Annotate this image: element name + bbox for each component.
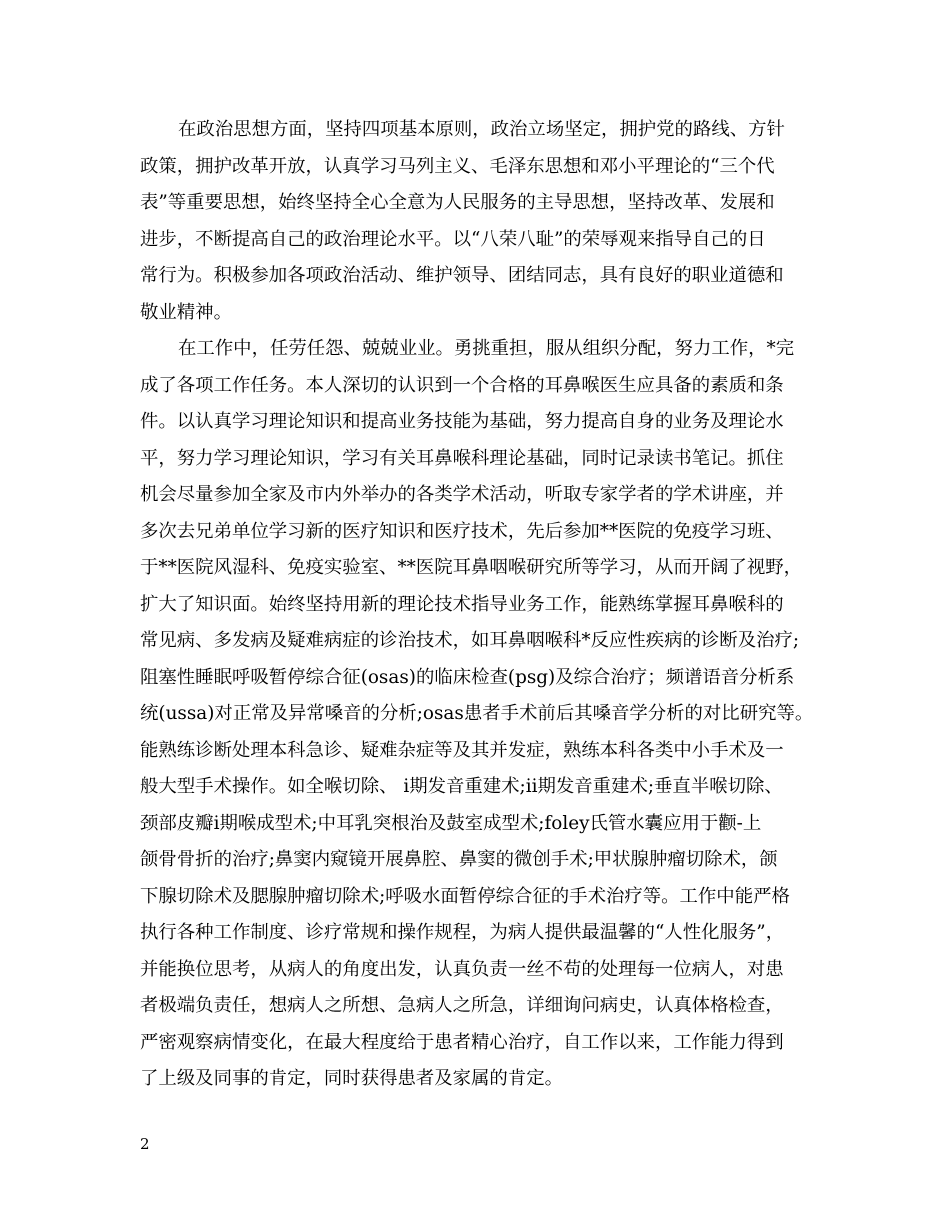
paragraph-line: 常见病、多发病及疑难病症的诊治技术，如耳鼻咽喉科*反应性疾病的诊断及治疗; [140, 630, 800, 651]
paragraph-line: 平，努力学习理论知识，学习有关耳鼻喉科理论基础，同时记录读书笔记。抓住 [140, 447, 784, 469]
paragraph-line: 成了各项工作任务。本人深切的认识到一个合格的耳鼻喉医生应具备的素质和条 [140, 374, 784, 396]
paragraph-line: 多次去兄弟单位学习新的医疗知识和医疗技术，先后参加**医院的免疫学习班、 [140, 520, 784, 542]
paragraph-line: 者极端负责任，想病人之所想、急病人之所急，详细询问病史，认真体格检查， [140, 995, 784, 1016]
paragraph-line: 常行为。积极参加各项政治活动、维护领导、团结同志，具有良好的职业道德和 [140, 265, 784, 286]
page-number: 2 [140, 1135, 150, 1153]
paragraph-line: 于**医院风湿科、免疫实验室、**医院耳鼻咽喉研究所等学习，从而开阔了视野， [140, 557, 803, 578]
paragraph-political-thought [140, 112, 825, 331]
paragraph-line: 敬业精神。 [140, 301, 232, 323]
paragraph-line: 机会尽量参加全家及市内外举办的各类学术活动，听取专家学者的学术讲座，并 [140, 484, 784, 505]
paragraph-work-performance [140, 331, 825, 1098]
paragraph-line: 颈部皮瓣i期喉成型术;中耳乳突根治及鼓室成型术;foley氏管水囊应用于颧-上 [140, 812, 762, 834]
paragraph-line: 般大型手术操作。如全喉切除、 i期发音重建术;ii期发音重建术;垂直半喉切除、 [140, 776, 783, 797]
paragraph-line: 下腺切除术及腮腺肿瘤切除术;呼吸水面暂停综合征的手术治疗等。工作中能严格 [140, 885, 790, 907]
paragraph-line: 件。以认真学习理论知识和提高业务技能为基础，努力提高自身的业务及理论水 [140, 411, 784, 432]
document-body [140, 112, 825, 1098]
paragraph-line: 并能换位思考，从病人的角度出发，认真负责一丝不苟的处理每一位病人，对患 [140, 958, 784, 980]
paragraph-line: 扩大了知识面。始终坚持用新的理论技术指导业务工作，能熟练掌握耳鼻喉科的 [140, 593, 784, 615]
paragraph-line: 表”等重要思想，始终坚持全心全意为人民服务的主导思想，坚持改革、发展和 [140, 192, 775, 213]
paragraph-line: 严密观察病情变化，在最大程度给于患者精心治疗，自工作以来，工作能力得到 [140, 1031, 784, 1053]
paragraph-line: 颌骨骨折的治疗;鼻窦内窥镜开展鼻腔、鼻窦的微创手术;甲状腺肿瘤切除术，颌 [140, 849, 778, 870]
paragraph-line: 执行各种工作制度、诊疗常规和操作规程，为病人提供最温馨的“人性化服务”， [140, 922, 785, 943]
paragraph-line: 了上级及同事的肯定，同时获得患者及家属的肯定。 [140, 1068, 563, 1089]
paragraph-line: 阻塞性睡眠呼吸暂停综合征(osas)的临床检查(psg)及综合治疗；频谱语音分析系 [140, 666, 795, 688]
paragraph-line: 政策，拥护改革开放，认真学习马列主义、毛泽东思想和邓小平理论的“三个代 [140, 155, 775, 177]
paragraph-line: 能熟练诊断处理本科急诊、疑难杂症等及其并发症，熟练本科各类中小手术及一 [140, 739, 784, 761]
paragraph-line: 统(ussa)对正常及异常嗓音的分析;osas患者手术前后其嗓音学分析的对比研究等。 [140, 703, 814, 724]
paragraph-line: 在政治思想方面，坚持四项基本原则，政治立场坚定，拥护党的路线、方针 [178, 119, 785, 140]
paragraph-line: 进步，不断提高自己的政治理论水平。以“八荣八耻”的荣辱观来指导自己的日 [140, 228, 766, 250]
paragraph-line: 在工作中，任劳任怨、兢兢业业。勇挑重担，服从组织分配，努力工作，*完 [178, 338, 795, 359]
